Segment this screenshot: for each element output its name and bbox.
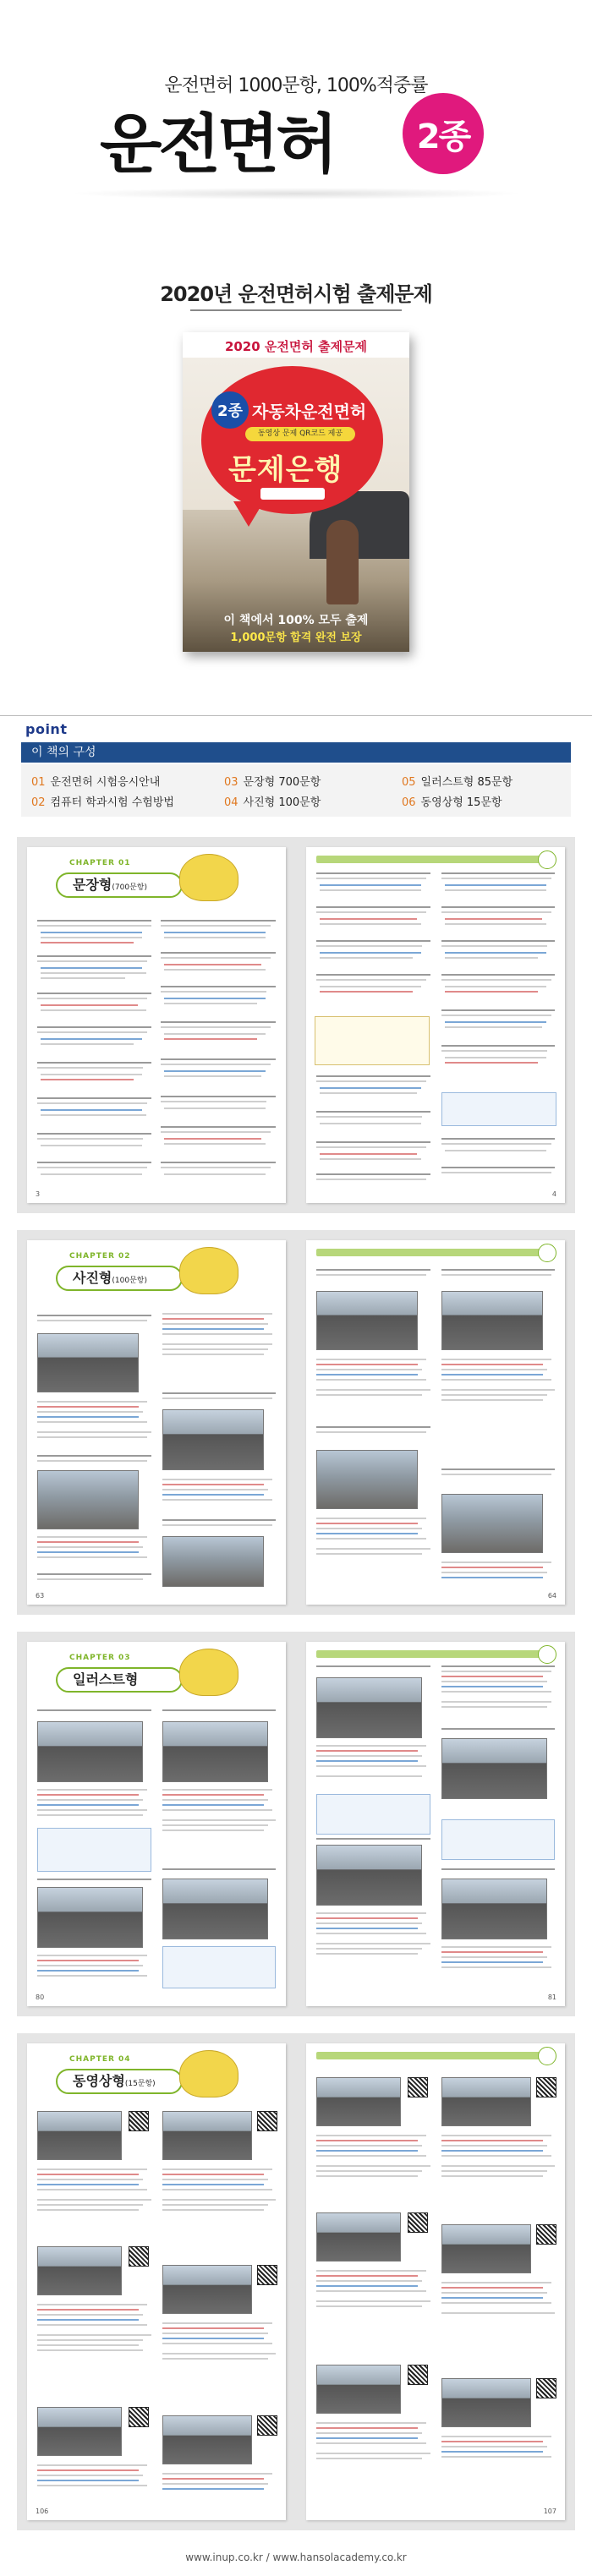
qr-code-icon[interactable] (536, 2378, 556, 2398)
road-photo (37, 1470, 139, 1529)
illustration-image (162, 1879, 268, 1939)
mascot-illustration (179, 1649, 238, 1696)
sample-spread-2 (17, 1230, 575, 1615)
book-bottom-line1: 이 책에서 100% 모두 출제 (223, 614, 369, 627)
qr-code-icon[interactable] (129, 2246, 149, 2267)
mascot-illustration (179, 854, 238, 901)
illustration-image (37, 1721, 143, 1782)
chapter-tab-circle (538, 1244, 556, 1262)
chapter-title: 문장형(700문항) (56, 872, 183, 898)
chapter-tab-circle (538, 1645, 556, 1664)
explanation-box (162, 1946, 276, 1988)
explanation-box (441, 1819, 555, 1860)
book-bottom-line2: 1,000문항 합격 완전 보장 (230, 632, 362, 644)
sample-page-right (306, 1240, 565, 1605)
video-still (316, 2365, 401, 2414)
book-cover (183, 332, 409, 652)
contents-item: 01 운전면허 시험응시안내 (31, 776, 161, 789)
book-title-line2: 문제은행 (228, 453, 343, 487)
book-title-line1: 자동차운전면허 (252, 402, 367, 422)
sample-page-right (306, 847, 565, 1203)
illustration-image (316, 1677, 422, 1738)
sample-spread-4 (17, 2033, 575, 2530)
chapter-title: 동영상형(15문항) (56, 2069, 183, 2094)
running-header (316, 1650, 555, 1658)
book-top-banner-text: 2020 운전면허 출제문제 (224, 339, 368, 354)
video-still (441, 2224, 531, 2273)
explanation-box (316, 1794, 430, 1835)
exam-heading: 2020년 운전면허시험 출제문제 (160, 282, 432, 306)
point-label: point (25, 721, 68, 737)
page-number: 64 (547, 1592, 556, 1600)
video-still (162, 2415, 252, 2464)
video-still (37, 2246, 122, 2295)
page-number: 106 (36, 2508, 49, 2515)
chapter-label: CHAPTER 01 (69, 859, 131, 867)
qr-code-icon[interactable] (257, 2415, 277, 2436)
qr-code-icon[interactable] (408, 2365, 428, 2385)
chapter-label: CHAPTER 03 (69, 1654, 131, 1662)
qr-code-icon[interactable] (408, 2077, 428, 2097)
hero-subtitle: 운전면허 1000문항, 100%적중률 (164, 75, 428, 96)
video-still (162, 2111, 252, 2160)
contents-item: 03 문장형 700문항 (224, 776, 321, 789)
sample-spread-1 (17, 837, 575, 1213)
chapter-heading (39, 859, 166, 908)
video-still (37, 2111, 122, 2160)
chapter-title: 일러스트형 (56, 1667, 183, 1693)
video-still (316, 2212, 401, 2262)
explanation-box (37, 1828, 151, 1872)
illustration-image (162, 1721, 268, 1782)
video-still (316, 2077, 401, 2126)
chapter-tab-circle (538, 850, 556, 869)
person-illustration (326, 520, 359, 604)
road-photo (37, 1333, 139, 1392)
hero-title: 운전면허 (100, 107, 335, 182)
contents-item: 06 동영상형 15문항 (402, 796, 502, 809)
video-still (162, 2265, 252, 2314)
contents-item: 05 일러스트형 85문항 (402, 776, 513, 789)
exam-heading-underline (190, 309, 402, 311)
point-divider (0, 715, 592, 716)
chapter-heading (39, 2055, 166, 2104)
qr-code-icon[interactable] (536, 2224, 556, 2245)
page-number: 81 (547, 1994, 556, 2001)
question-image-box (315, 1016, 430, 1065)
road-photo (316, 1291, 418, 1350)
road-photo (441, 1291, 543, 1350)
book-badge: 2종 (211, 391, 249, 429)
video-still (441, 2378, 531, 2427)
mascot-illustration (179, 2050, 238, 2097)
chapter-heading (39, 1654, 166, 1703)
page-number: 63 (36, 1592, 45, 1600)
running-header (316, 2052, 555, 2059)
sample-page-left (27, 1642, 286, 2006)
chapter-label: CHAPTER 02 (69, 1252, 131, 1261)
road-photo (162, 1536, 264, 1587)
video-still (37, 2407, 122, 2456)
contents-item: 02 컴퓨터 학과시험 수험방법 (31, 796, 174, 809)
contents-list (21, 764, 571, 817)
road-photo (316, 1450, 418, 1509)
contents-item: 04 사진형 100문항 (224, 796, 321, 809)
sample-spread-3 (17, 1632, 575, 2016)
sample-page-left (27, 847, 286, 1203)
explanation-box (441, 1092, 556, 1126)
qr-code-icon[interactable] (257, 2265, 277, 2285)
hero-shadow (68, 188, 524, 200)
book-qr-note: 동영상 문제 QR코드 제공 (245, 427, 355, 441)
qr-code-icon[interactable] (129, 2407, 149, 2427)
page-number: 3 (36, 1190, 41, 1198)
publisher-logo (260, 488, 325, 500)
footer-website-links[interactable]: www.inup.co.kr / www.hansolacademy.co.kr (185, 2551, 407, 2563)
sample-page-right (306, 2043, 565, 2520)
qr-code-icon[interactable] (257, 2111, 277, 2131)
hero-badge: 2종 (403, 93, 484, 174)
speech-bubble-tail (233, 501, 264, 527)
chapter-label: CHAPTER 04 (69, 2055, 131, 2064)
illustration-image (316, 1845, 422, 1906)
qr-code-icon[interactable] (408, 2212, 428, 2233)
road-photo (162, 1409, 264, 1470)
running-header (316, 856, 555, 863)
mascot-illustration (179, 1247, 238, 1294)
page-number: 4 (551, 1190, 556, 1198)
video-still (441, 2077, 531, 2126)
page-number: 107 (543, 2508, 556, 2515)
illustration-image (441, 1738, 547, 1799)
hero-section (0, 0, 592, 190)
book-top-banner (183, 332, 409, 358)
chapter-title: 사진형(100문항) (56, 1266, 183, 1291)
contents-title-bar: 이 책의 구성 (21, 742, 571, 763)
chapter-tab-circle (538, 2047, 556, 2065)
sample-page-left (27, 1240, 286, 1605)
chapter-heading (39, 1252, 166, 1301)
sample-page-right (306, 1642, 565, 2006)
illustration-image (441, 1879, 547, 1939)
sample-page-left (27, 2043, 286, 2520)
running-header (316, 1249, 555, 1256)
qr-code-icon[interactable] (536, 2077, 556, 2097)
road-photo (441, 1494, 543, 1553)
illustration-image (37, 1887, 143, 1948)
page-number: 80 (36, 1994, 45, 2001)
qr-code-icon[interactable] (129, 2111, 149, 2131)
